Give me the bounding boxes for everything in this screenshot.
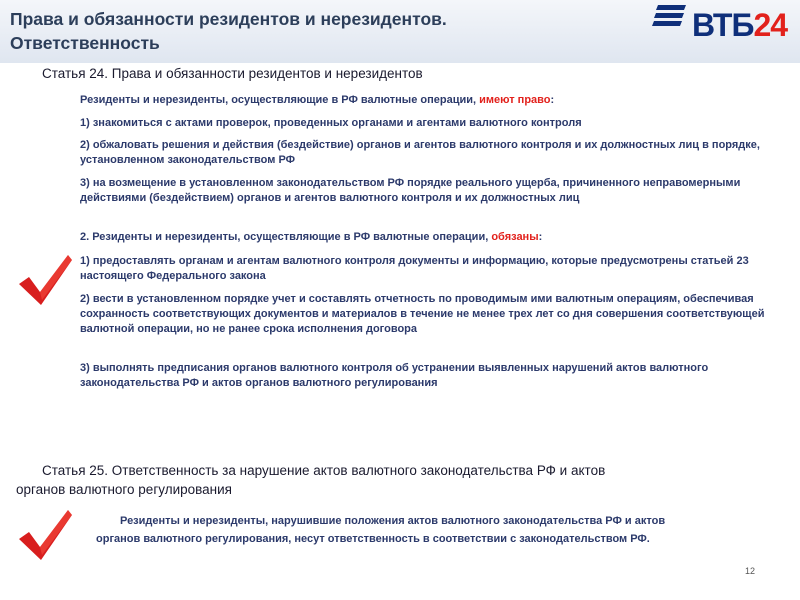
intro-suffix: : (550, 94, 555, 106)
logo-vtb-text: ВТБ (692, 7, 754, 43)
duties-suffix: : (538, 231, 543, 243)
page-title-line2: Ответственность (10, 33, 160, 53)
duties-text: 2. Резиденты и нерезиденты, осуществляющие в РФ валютные операции, (80, 231, 492, 243)
logo-text (692, 6, 787, 44)
page-title (10, 7, 447, 55)
red-checkmark-icon (16, 505, 74, 565)
article25-text-line1: Резиденты и нерезиденты, нарушившие положения актов валютного законодательства РФ и актов (120, 515, 666, 527)
article25-text-line2: органов валютного регулирования, несут ответственность в соответствии с законодательством РФ. (96, 533, 650, 545)
right-item-2: 2) обжаловать решения и действия (бездействие) органов и агентов валютного контроля и их должностных лиц в порядке, установленном законодательством РФ (80, 139, 760, 166)
article25-title-line1: Статья 25. Ответственность за нарушение актов валютного законодательства РФ и актов (42, 463, 606, 478)
vtb24-logo (648, 0, 800, 48)
logo-24-text: 24 (753, 7, 788, 43)
duty-item-1: 1) предоставлять органам и агентам валютного контроля документы и информацию, которые предусмотрены статьей 23 настоящего Федерального закона (80, 255, 749, 282)
article25-title-line2: органов валютного регулирования (16, 482, 232, 497)
duty-item-3: 3) выполнять предписания органов валютного контроля об устранении выявленных нарушений актов валютного законодательства РФ и актов органов валютного регулирования (80, 362, 709, 389)
right-item-1: 1) знакомиться с актами проверок, проведенных органами и агентами валютного контроля (80, 117, 582, 129)
article24-title: Статья 24. Права и обязанности резидентов и нерезидентов (42, 66, 423, 81)
intro-text: Резиденты и нерезиденты, осуществляющие в РФ валютные операции, (80, 94, 480, 106)
vtb-logo-stripes-icon (650, 0, 690, 48)
slide-header (0, 0, 800, 63)
duty-item-2: 2) вести в установленном порядке учет и составлять отчетность по проводимым ими валютным операциям, обеспечивая сохранность соответствующих документов и материалов в течение не менее трех лет со дня совершения соответствующей валютной операции, но не ранее срока исполнения договора (80, 293, 765, 335)
duties-intro (80, 230, 780, 245)
intro-highlight: имеют право (479, 94, 551, 106)
article24-intro (80, 93, 780, 108)
right-item-3: 3) на возмещение в установленном законодательством РФ порядке реального ущерба, причиненного неправомерными действиями (бездействием) органов и агентов валютного контроля и их должностных лиц (80, 177, 741, 204)
page-number: 12 (745, 566, 756, 576)
duties-highlight: обязаны (491, 231, 539, 243)
red-checkmark-icon (16, 250, 74, 310)
page-title-line1: Права и обязанности резидентов и нерезидентов. (10, 9, 447, 29)
